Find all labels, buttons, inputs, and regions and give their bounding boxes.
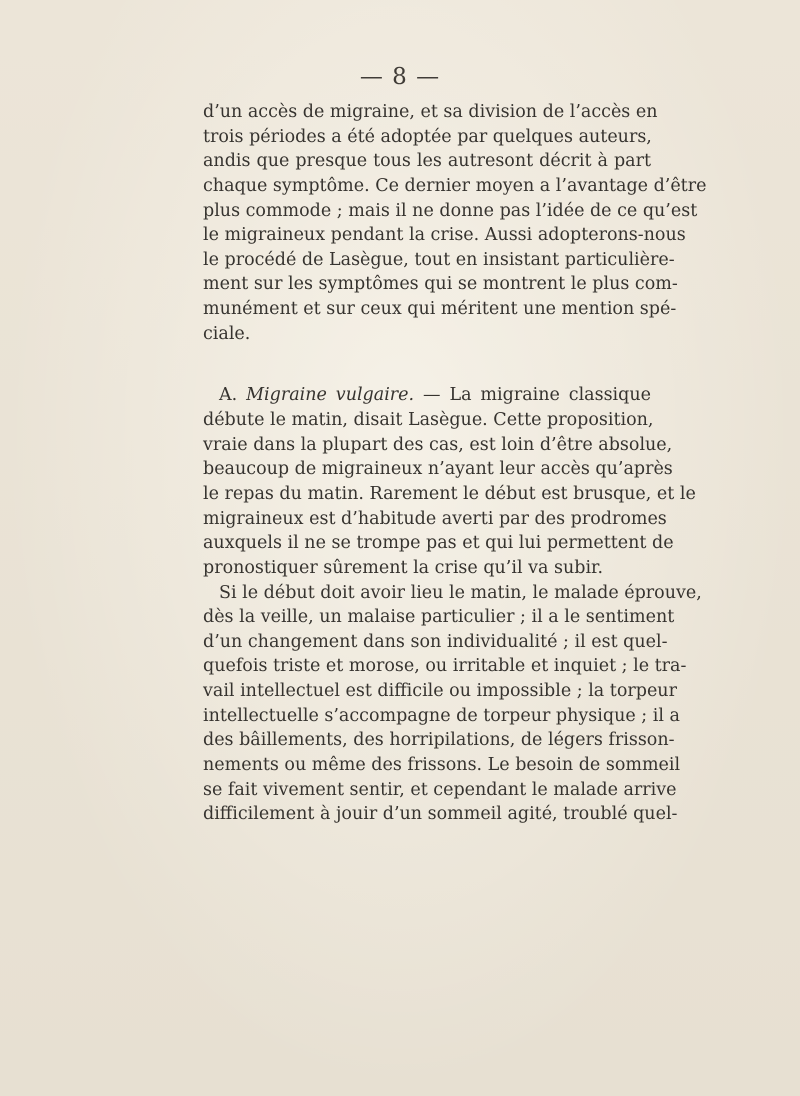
text-line: le migraineux pendant la crise. Aussi adopterons-nous	[203, 225, 686, 246]
section-a	[203, 383, 696, 580]
body-text	[203, 100, 707, 827]
text-line: des bâillements, des horripilations, de légers frisson-	[203, 730, 675, 751]
text-line: intellectuelle s’accompagne de torpeur physique ; il a	[203, 705, 680, 726]
paragraph-1	[203, 100, 707, 346]
page-number: — 8 —	[359, 64, 441, 90]
text-line: vail intellectuel est difficile ou impossible ; la torpeur	[203, 681, 677, 702]
paragraph-3	[203, 581, 702, 827]
text-line: d’un changement dans son individualité ; il est quel-	[203, 631, 668, 652]
text-line: pronostiquer sûrement la crise qu’il va subir.	[203, 557, 604, 578]
text-line: chaque symptôme. Ce dernier moyen a l’avantage d’être	[203, 175, 707, 196]
text-line: le repas du matin. Rarement le début est brusque, et le	[203, 483, 696, 504]
text-line: difficilement à jouir d’un sommeil agité, troublé quel-	[203, 804, 678, 825]
text-line: Si le début doit avoir lieu le matin, le malade éprouve,	[219, 582, 702, 603]
text-line: d’un accès de migraine, et sa division de l’accès en	[203, 102, 658, 122]
section-letter: A.	[219, 385, 238, 406]
section-a-first-line	[203, 383, 651, 408]
text-line: trois périodes a été adoptée par quelques auteurs,	[203, 126, 652, 147]
text-line: dès la veille, un malaise particulier ; il a le sentiment	[203, 607, 675, 628]
text-line: le procédé de Lasègue, tout en insistant particulière-	[203, 249, 675, 270]
text-line: débute le matin, disait Lasègue. Cette proposition,	[203, 410, 654, 431]
text-line: andis que presque tous les autresont décrit à part	[203, 151, 651, 172]
text-line: migraineux est d’habitude averti par des prodromes	[203, 508, 667, 529]
section-dash: —	[423, 385, 441, 406]
section-heading: Migraine vulgaire.	[246, 385, 415, 406]
text-line: auxquels il ne se trompe pas et qui lui permettent de	[203, 533, 674, 554]
text-line: nements ou même des frissons. Le besoin de sommeil	[203, 755, 681, 776]
text-line: plus commode ; mais il ne donne pas l’idée de ce qu’est	[203, 200, 698, 221]
text-line: ment sur les symptômes qui se montrent le plus com-	[203, 274, 678, 295]
text-line: munément et sur ceux qui méritent une mention spé-	[203, 299, 677, 320]
text-line: vraie dans la plupart des cas, est loin d’être absolue,	[203, 434, 673, 455]
text-line: quefois triste et morose, ou irritable et inquiet ; le tra-	[203, 656, 687, 677]
text-line: se fait vivement sentir, et cependant le malade arrive	[203, 779, 677, 800]
text-fragment: La migraine classique	[449, 385, 651, 406]
text-line: beaucoup de migraineux n’ayant leur accès qu’après	[203, 459, 673, 480]
text-line: ciale.	[203, 323, 251, 344]
section-gap	[203, 346, 651, 383]
